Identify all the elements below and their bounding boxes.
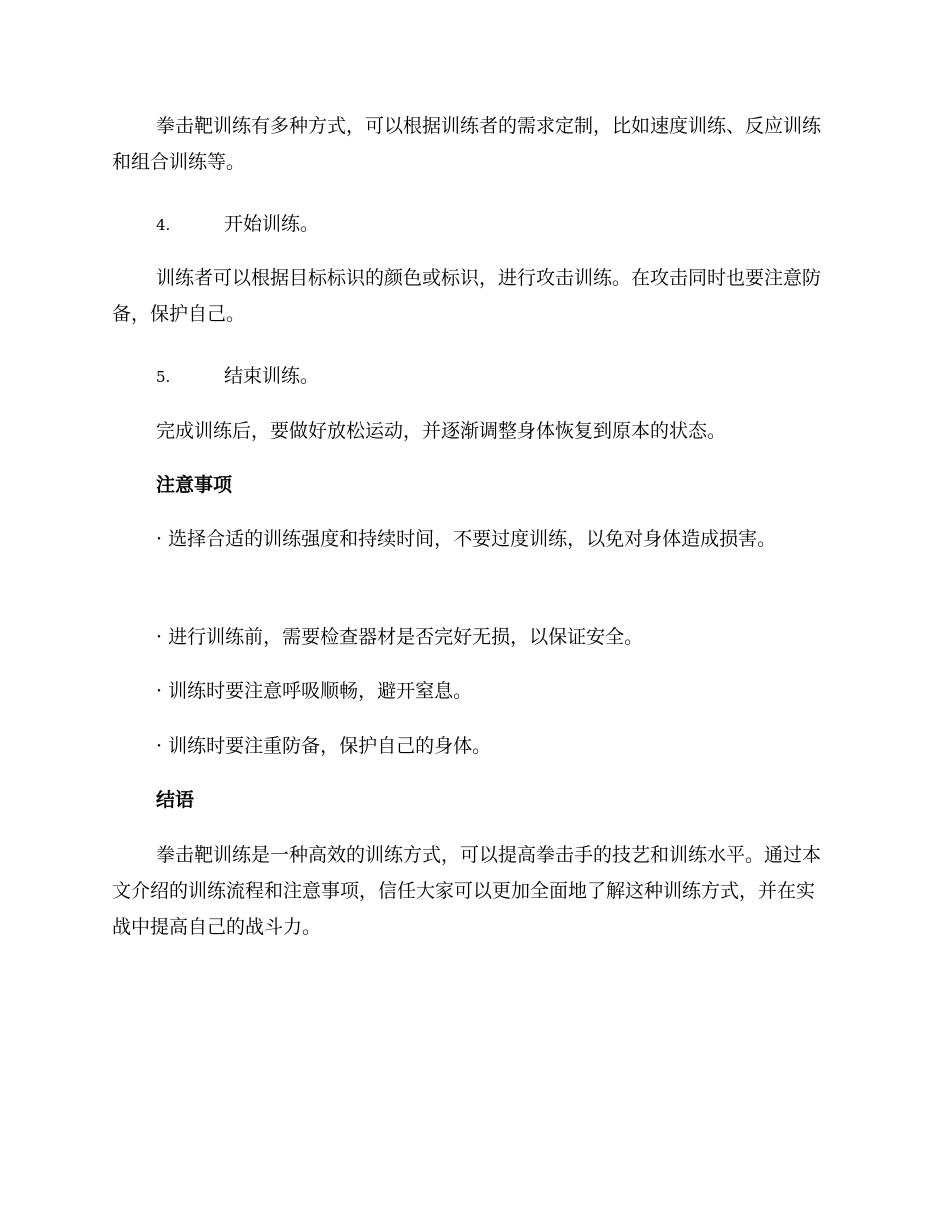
step-5-number: 5. xyxy=(156,368,171,386)
note-item: · 训练时要注重防备，保护自己的身体。 xyxy=(156,735,492,757)
step-4 xyxy=(156,206,319,243)
note-item: · 训练时要注意呼吸顺畅，避开窒息。 xyxy=(156,680,473,702)
notes-heading: 注意事项 xyxy=(156,474,233,496)
step-5-label: 结束训练。 xyxy=(224,365,320,387)
conclusion-heading: 结语 xyxy=(156,789,195,811)
note-item: · 选择合适的训练强度和持续时间，不要过度训练，以免对身体造成损害。 xyxy=(156,528,777,550)
note-item: · 进行训练前，需要检查器材是否完好无损，以保证安全。 xyxy=(156,626,644,648)
intro-paragraph: 拳击靶训练有多种方式，可以根据训练者的需求定制，比如速度训练、反应训练和组合训练等。 xyxy=(112,115,822,173)
step-4-label: 开始训练。 xyxy=(224,213,320,235)
step-5 xyxy=(156,358,319,395)
conclusion-paragraph: 拳击靶训练是一种高效的训练方式，可以提高拳击手的技艺和训练水平。通过本文介绍的训练流程和注意事项，信任大家可以更加全面地了解这种训练方式，并在实战中提高自己的战斗力。 xyxy=(112,844,822,938)
step-4-number: 4. xyxy=(156,216,171,234)
step-4-paragraph: 训练者可以根据目标标识的颜色或标识，进行攻击训练。在攻击同时也要注意防备，保护自己。 xyxy=(112,267,822,325)
step-5-paragraph: 完成训练后，要做好放松运动，并逐渐调整身体恢复到原本的状态。 xyxy=(156,420,727,442)
